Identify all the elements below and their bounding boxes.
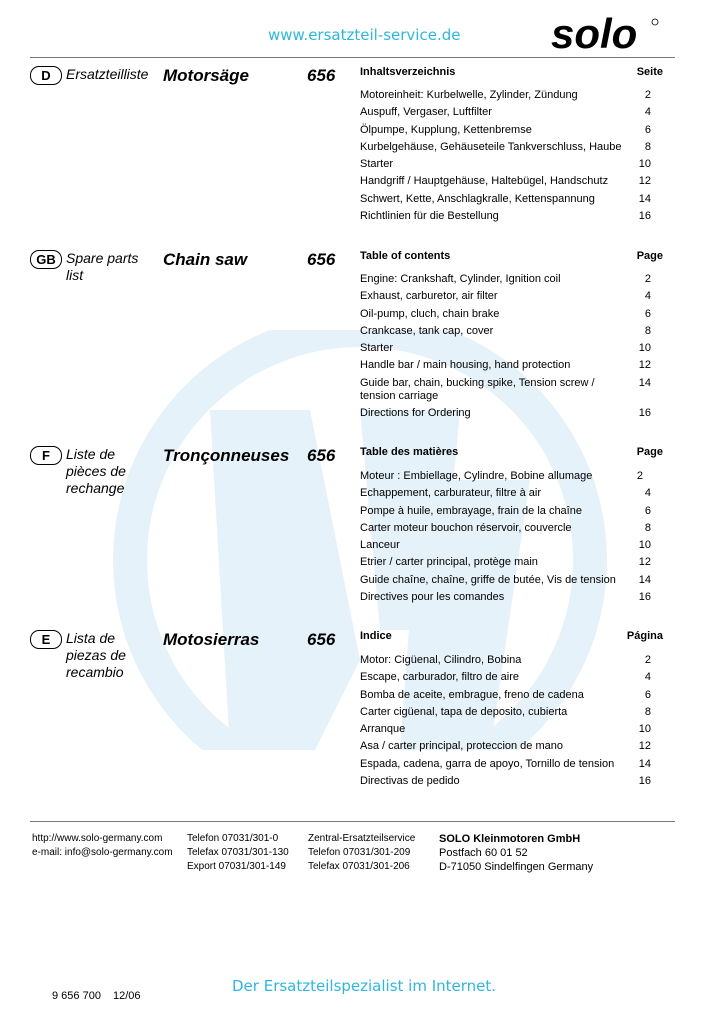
footer-phone-block: [187, 832, 289, 874]
toc-item-text: Moteur : Embiellage, Cylindre, Bobine allumage: [360, 470, 593, 482]
toc-item-text: Crankcase, tank cap, cover: [360, 324, 494, 337]
toc-item-page: 2: [644, 654, 651, 666]
toc-item-page: 4: [644, 487, 651, 500]
toc-item-page: 16: [638, 591, 651, 604]
toc-item: [360, 505, 660, 522]
toc-list: [360, 654, 660, 792]
toc-item-page: 16: [638, 406, 651, 419]
toc-item-page: 16: [638, 210, 651, 223]
toc-item-text: Carter moteur bouchon réservoir, couvercle: [360, 521, 572, 534]
toc-item-text: Oil-pump, cluch, chain brake: [360, 307, 500, 320]
model-number: 656: [307, 630, 336, 649]
toc-item-page: 6: [644, 123, 651, 136]
toc-item: [360, 141, 660, 158]
toc-heading: Table des matières: [360, 446, 459, 458]
model-number: 656: [307, 66, 336, 85]
toc-item: [360, 290, 660, 307]
toc-item-page: 12: [638, 556, 651, 569]
toc-item-page: 10: [638, 539, 651, 552]
header-url[interactable]: www.ersatzteil-service.de: [268, 26, 461, 44]
footer-export: Export 07031/301-149: [187, 861, 286, 872]
footer-email[interactable]: e-mail: info@solo-germany.com: [32, 847, 173, 858]
toc-item-text: Guide chaîne, chaîne, griffe de butée, Vis de tension: [360, 573, 616, 586]
header-rule: [30, 57, 675, 58]
toc-item: [360, 359, 660, 376]
toc-item: [360, 470, 660, 487]
toc-item-page: 2: [644, 273, 651, 285]
toc-item-page: 4: [644, 671, 651, 684]
toc-item: [360, 706, 660, 723]
toc-item-text: Motor: Cigüenal, Cilindro, Bobina: [360, 654, 522, 666]
toc-item: [360, 210, 660, 227]
toc-item: [360, 124, 660, 141]
toc-item: [360, 654, 660, 671]
solo-logo: [549, 14, 661, 56]
toc-item-page: 14: [638, 376, 651, 389]
toc-item: [360, 158, 660, 175]
toc-list: [360, 89, 660, 227]
toc-item-page: 8: [644, 140, 651, 153]
toc-item: [360, 377, 660, 407]
toc-item: [360, 574, 660, 591]
toc-item-text: Bomba de aceite, embrague, freno de cadena: [360, 688, 584, 701]
toc-item-page: 8: [644, 705, 651, 718]
section-title: Chain saw: [163, 250, 248, 269]
toc-item-text: Echappement, carburateur, filtre à air: [360, 487, 541, 500]
footer-web-block: [32, 832, 173, 860]
footer-city: D-71050 Sindelfingen Germany: [439, 861, 594, 873]
toc-item-text: Carter cigüenal, tapa de deposito, cubierta: [360, 705, 568, 718]
page-heading: Seite: [636, 66, 663, 78]
toc-item: [360, 308, 660, 325]
toc-item-text: Guide bar, chain, bucking spike, Tension screw / tension carriage: [360, 376, 595, 402]
toc-item: [360, 325, 660, 342]
toc-item-page: 4: [644, 106, 651, 119]
toc-list: [360, 273, 660, 424]
section-title: Tronçonneuses: [163, 446, 290, 465]
toc-item-page: 10: [638, 723, 651, 736]
toc-item-page: 10: [638, 158, 651, 171]
toc-item-text: Lanceur: [360, 539, 400, 552]
toc-heading: Table of contents: [360, 250, 451, 262]
footer-central: Zentral-Ersatzteilservice: [308, 833, 416, 844]
page-heading: Page: [636, 250, 663, 262]
toc-heading: Indice: [360, 630, 392, 642]
section-label: Ersatzteilliste: [66, 66, 149, 82]
slogan: Der Ersatzteilspezialist im Internet.: [232, 977, 497, 995]
section-label: Spare parts list: [66, 250, 139, 283]
toc-item-page: 12: [638, 359, 651, 372]
toc-item-page: 14: [638, 192, 651, 205]
toc-item-text: Etrier / carter principal, protège main: [360, 556, 538, 569]
toc-item: [360, 689, 660, 706]
model-number: 656: [307, 446, 336, 465]
toc-item-text: Directivas de pedido: [360, 775, 460, 788]
document-date: 12/06: [113, 990, 141, 1002]
toc-heading: Inhaltsverzeichnis: [360, 66, 456, 78]
toc-item-text: Asa / carter principal, proteccion de mano: [360, 740, 563, 753]
footer-company: SOLO Kleinmotoren GmbH: [439, 833, 581, 845]
footer-phone: Telefon 07031/301-0: [187, 833, 279, 844]
toc-item: [360, 193, 660, 210]
footer-web-link[interactable]: http://www.solo-germany.com: [32, 833, 163, 844]
toc-item-page: 12: [638, 175, 651, 188]
toc-item-page: 8: [644, 521, 651, 534]
page-heading: Page: [636, 446, 663, 458]
toc-item-text: Directives pour les comandes: [360, 591, 505, 604]
section-title: Motorsäge: [163, 66, 249, 85]
footer-postbox: Postfach 60 01 52: [439, 847, 528, 859]
lang-badge: GB: [30, 250, 62, 269]
model-number: 656: [307, 250, 336, 269]
toc-item-page: 2: [636, 470, 643, 482]
toc-item-text: Motoreinheit: Kurbelwelle, Zylinder, Zündung: [360, 89, 578, 101]
toc-item-text: Arranque: [360, 723, 406, 736]
toc-item-page: 12: [638, 740, 651, 753]
toc-item-text: Ölpumpe, Kupplung, Kettenbremse: [360, 123, 532, 136]
section-label: Lista de piezas de recambio: [66, 630, 126, 680]
toc-item-text: Exhaust, carburetor, air filter: [360, 290, 498, 303]
lang-badge: F: [30, 446, 62, 465]
toc-item: [360, 591, 660, 608]
toc-item-text: Escape, carburador, filtro de aire: [360, 671, 519, 684]
lang-badge: D: [30, 66, 62, 85]
toc-item-text: Kurbelgehäuse, Gehäuseteile Tankverschluss, Haube: [360, 140, 622, 153]
toc-item: [360, 89, 660, 106]
toc-item-page: 2: [644, 89, 651, 101]
toc-item-text: Directions for Ordering: [360, 406, 471, 419]
toc-item: [360, 671, 660, 688]
toc-item-text: Handgriff / Hauptgehäuse, Haltebügel, Handschutz: [360, 175, 609, 188]
toc-item-text: Auspuff, Vergaser, Luftfilter: [360, 106, 492, 119]
toc-item-page: 6: [644, 504, 651, 517]
toc-item-text: Richtlinien für die Bestellung: [360, 210, 499, 223]
toc-item: [360, 106, 660, 123]
toc-item: [360, 758, 660, 775]
toc-item: [360, 273, 660, 290]
toc-item: [360, 407, 660, 424]
toc-list: [360, 470, 660, 608]
toc-item-page: 10: [638, 342, 651, 355]
toc-item-text: Starter: [360, 158, 394, 171]
footer-fax: Telefax 07031/301-130: [187, 847, 289, 858]
toc-item: [360, 175, 660, 192]
toc-item: [360, 487, 660, 504]
toc-item-page: 8: [644, 324, 651, 337]
toc-item: [360, 342, 660, 359]
toc-item-text: Handle bar / main housing, hand protection: [360, 359, 571, 372]
toc-item: [360, 723, 660, 740]
toc-item-page: 4: [644, 290, 651, 303]
toc-item-page: 6: [644, 307, 651, 320]
toc-item: [360, 556, 660, 573]
toc-item-page: 14: [638, 573, 651, 586]
toc-item-text: Espada, cadena, garra de apoyo, Tornillo de tension: [360, 757, 615, 770]
page-heading: Página: [626, 630, 663, 642]
footer-central-fax: Telefax 07031/301-206: [308, 861, 410, 872]
toc-item-text: Starter: [360, 342, 394, 355]
section-label: Liste de pièces de rechange: [66, 446, 126, 496]
toc-item-page: 14: [638, 757, 651, 770]
footer-central-phone: Telefon 07031/301-209: [308, 847, 411, 858]
toc-item-text: Engine: Crankshaft, Cylinder, Ignition coil: [360, 273, 561, 285]
toc-item-text: Schwert, Kette, Anschlagkralle, Kettenspannung: [360, 192, 595, 205]
footer-rule: [30, 821, 675, 822]
toc-item-page: 6: [644, 688, 651, 701]
document-number: 9 656 700: [52, 990, 101, 1002]
toc-item: [360, 740, 660, 757]
lang-badge: E: [30, 630, 62, 649]
footer-service-block: [308, 832, 415, 874]
toc-item: [360, 539, 660, 556]
section-title: Motosierras: [163, 630, 260, 649]
toc-item-page: 16: [638, 775, 651, 788]
footer-company-block: [439, 832, 593, 874]
toc-item: [360, 775, 660, 792]
toc-item: [360, 522, 660, 539]
logo-text: solo: [551, 14, 638, 56]
toc-item-text: Pompe à huile, embrayage, frain de la chaîne: [360, 504, 582, 517]
